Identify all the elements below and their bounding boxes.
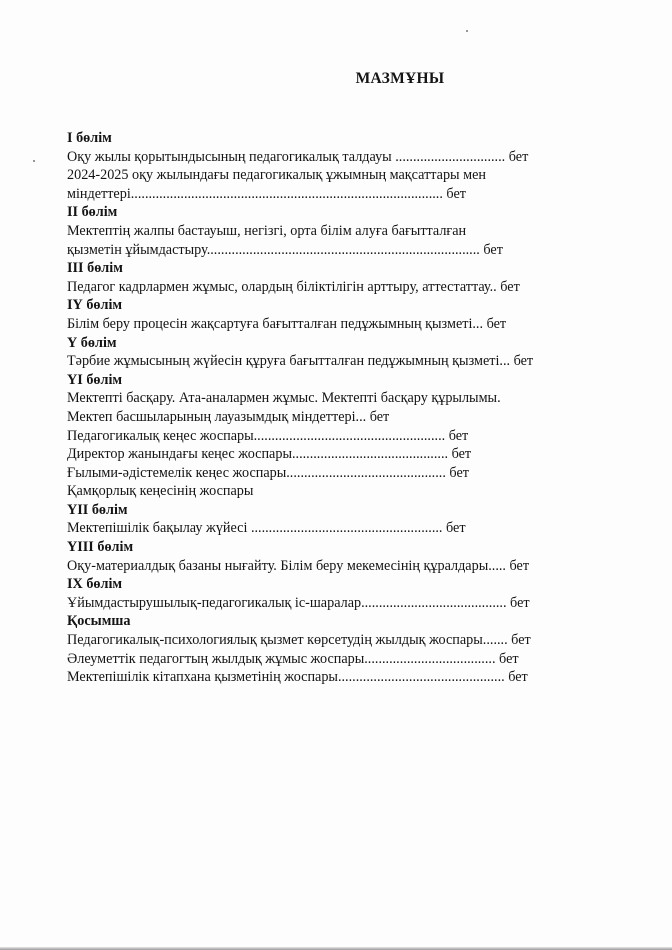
toc-entry: қызметін ұйымдастыру............................................................................. бет [67,241,503,258]
toc-entry: Педагогикалық кеңес жоспары...................................................... бет [67,427,469,444]
section-heading: ІҮ бөлім [67,297,123,314]
section-heading: І бөлім [67,130,112,146]
toc-entry: Мектепішілік кітапхана қызметінің жоспары............................................... бет [67,669,528,686]
toc-entry: Тәрбие жұмысының жүйесін құруға бағытталған педұжымның қызметі... бет [67,353,534,370]
section-heading: ІХ бөлім [67,576,123,593]
toc-entry: Қамқорлық кеңесінің жоспары [67,483,254,500]
section-heading: Ү бөлім [67,334,117,351]
section-heading: ҮІ бөлім [67,371,123,388]
toc-entry: Педагогикалық-психологиялық қызмет көрсетудің жылдық жоспары....... бет [67,632,531,649]
toc-entry: Ұйымдастырушылық-педагогикалық іс-шаралар......................................... бет [67,594,530,611]
section-heading: ҮІІ бөлім [67,501,128,518]
toc-entry: Оқу-материалдық базаны нығайту. Білім беру мекемесінің құралдары..... бет [67,557,530,574]
toc-entry: 2024-2025 оқу жылындағы педагогикалық ұжымның мақсаттары мен [67,167,486,184]
scan-speck [466,30,468,32]
toc-entry: Әлеуметтік педагогтың жылдық жұмыс жоспары..................................... бет [67,650,519,667]
section-heading: ІІ бөлім [67,204,118,221]
toc-entry: Директор жанындағы кеңес жоспары............................................ бет [67,446,472,463]
toc-entry: Ғылыми-әдістемелік кеңес жоспары............................................. бет [67,464,469,481]
page-title: МАЗМҰНЫ [355,70,445,87]
section-heading: ҮІІІ бөлім [67,539,134,556]
toc-entry: Мектепті басқару. Ата-аналармен жұмыс. Мектепті басқару құрылымы. [67,390,501,407]
toc-entry: міндеттері........................................................................................ бет [67,185,466,202]
toc-entry: Мектепішілік бақылау жүйесі ...................................................... бет [67,520,466,537]
section-heading: ІІІ бөлім [67,260,123,277]
scan-speck [33,160,35,162]
toc-entry: Мектептің жалпы бастауыш, негізгі, орта білім алуға бағытталған [67,222,467,239]
section-heading: Қосымша [67,613,131,630]
table-of-contents [67,129,597,687]
toc-entry: Оқу жылы қорытындысының педагогикалық талдауы ............................... бет [67,148,529,165]
toc-entry: Педагог кадрлармен жұмыс, олардың біліктілігін арттыру, аттестаттау.. бет [67,278,520,295]
toc-entry: Мектеп басшыларының лауазымдық міндеттері... бет [67,408,390,425]
toc-entry: Білім беру процесін жақсартуға бағытталған педұжымның қызметі... бет [67,315,507,332]
